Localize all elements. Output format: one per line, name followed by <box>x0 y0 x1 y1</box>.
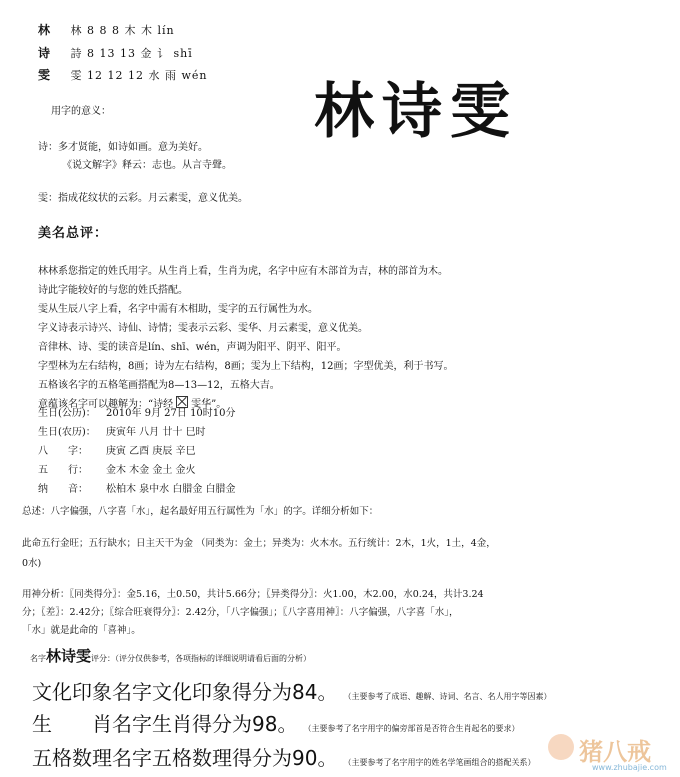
summary-line: 雯从生辰八字上看，名字中需有木相助，雯字的五行属性为水。 <box>38 304 318 315</box>
score-intro-name: 林诗雯 <box>46 647 92 665</box>
score-row-wuge <box>32 742 535 771</box>
char-trad: 詩 <box>70 47 83 60</box>
nayin-row: 纳 音： 松柏木 泉中水 白腊金 白腊金 <box>38 484 236 495</box>
summary-line: 字义诗表示诗兴、诗仙、诗情；雯表示云彩、雯华、月云素雯，意义优美。 <box>38 323 368 334</box>
score-intro: 名字林诗雯评分：（评分仅供参考，各项指标的详细说明请看后面的分析） <box>30 647 312 665</box>
char-strokes: 8 13 13 <box>87 47 136 60</box>
score-row-zodiac <box>32 708 519 737</box>
char-pinyin: wén <box>181 69 208 82</box>
char-row-lin <box>38 21 175 38</box>
char-pinyin: lín <box>157 24 175 37</box>
char: 诗 <box>38 46 52 60</box>
summary-line: 林林系您指定的姓氏用字。从生肖上看，生肖为虎，名字中应有木部首为吉，林的部首为木。 <box>38 266 448 277</box>
char-strokes: 12 12 12 <box>87 69 144 82</box>
meaning-heading: 用字的意义： <box>51 106 111 117</box>
char-wuxing: 金 <box>140 47 153 60</box>
char-wuxing: 水 <box>148 69 161 82</box>
hero-name: 林诗雯 <box>314 77 518 147</box>
wuxing-row: 五 行： 金木 木金 金土 金火 <box>38 465 196 476</box>
watermark <box>548 732 651 767</box>
summary-line: 字型林为左右结构，8画；诗为左右结构，8画；雯为上下结构，12画；字型优美，利于书写。 <box>38 361 454 372</box>
summary-heading: 美名总评： <box>38 226 109 241</box>
watermark-url: www.zhubajie.com <box>592 763 667 772</box>
analysis-wuxing-2: 0水) <box>22 558 42 569</box>
char-trad: 雯 <box>70 69 83 82</box>
yiyun-prefix: 意蕴该名字可以趣解为：“诗经 <box>38 399 174 410</box>
meaning-shi-1: 诗：多才贤能，如诗如画。意为美好。 <box>38 142 208 153</box>
char-radical: 雨 <box>164 69 177 82</box>
summary-line: 五格该名字的五格笔画搭配为8—13—12，五格大吉。 <box>38 380 280 391</box>
analysis-yongshen-1: 用神分析：〖同类得分〗：金5.16，土0.50，共计5.66分；〖异类得分〗：火1.00，木2.00，水0.24，共计3.24 <box>22 589 484 600</box>
birth-row: 生日(公历)： 2010年 9月 27日 10时10分 <box>38 408 236 419</box>
score-label: 生 肖名字生肖得分为98。 <box>32 712 298 736</box>
char-strokes: 8 8 8 <box>87 24 120 37</box>
meaning-shi-2: 《说文解字》释云：志也。从言寺聲。 <box>62 160 232 171</box>
analysis-wuxing-1: 此命五行金旺；五行缺水；日主天干为金 （同类为：金土；异类为：火木水。五行统计：2木，1火，1土，4金， <box>22 538 496 549</box>
char-radical: 讠 <box>157 47 169 60</box>
watermark-logo: 猪八戒 <box>579 737 652 766</box>
analysis-yongshen-3: 「水」就是此命的「喜神」。 <box>22 625 141 636</box>
score-label: 文化印象名字文化印象得分为84。 <box>32 680 338 704</box>
summary-line: 诗此字能较好的与您的姓氏搭配。 <box>38 285 188 296</box>
score-label: 五格数理名字五格数理得分为90。 <box>32 746 338 770</box>
char-row-shi <box>38 44 193 61</box>
summary-line: 音律林、诗、雯的读音是lín、shī、wén，声调为阳平、阴平、阳平。 <box>38 342 347 353</box>
meaning-wen: 雯：指成花纹状的云彩。月云素雯，意义优美。 <box>38 193 248 204</box>
bazi-row: 八 字： 庚寅 乙酉 庚辰 辛巳 <box>38 446 196 457</box>
score-note: （主要参考了成语、趣解、诗词、名言、名人用字等因素） <box>347 692 552 701</box>
char-pinyin: shī <box>173 47 193 60</box>
yiyun-suffix: 雯华”。 <box>191 399 227 410</box>
score-note: （主要参考了名字用字的姓名学笔画组合的搭配关系） <box>347 758 536 767</box>
analysis-yongshen-2: 分；〖差〗：2.42分；〖综合旺衰得分〗：2.42分，「八字偏强」；〖八字喜用神〗：八字偏强，八字喜「水」， <box>22 607 459 618</box>
char-row-wen <box>38 66 208 83</box>
pig-mascot-icon <box>548 734 574 760</box>
analysis-overview: 总述：八字偏强，八字喜「水」，起名最好用五行属性为「水」的字。详细分析如下： <box>22 506 379 517</box>
char: 林 <box>38 23 52 37</box>
char-radical: 木 <box>141 24 153 37</box>
birth-row: 生日(农历)： 庚寅年 八月 廿十 巳时 <box>38 427 206 438</box>
char: 雯 <box>38 68 52 82</box>
char-wuxing: 木 <box>124 24 137 37</box>
char-trad: 林 <box>70 24 83 37</box>
score-note: （主要参考了名字用字的偏旁部首是否符合生肖起名的要求） <box>307 724 520 733</box>
score-row-culture <box>32 676 551 705</box>
